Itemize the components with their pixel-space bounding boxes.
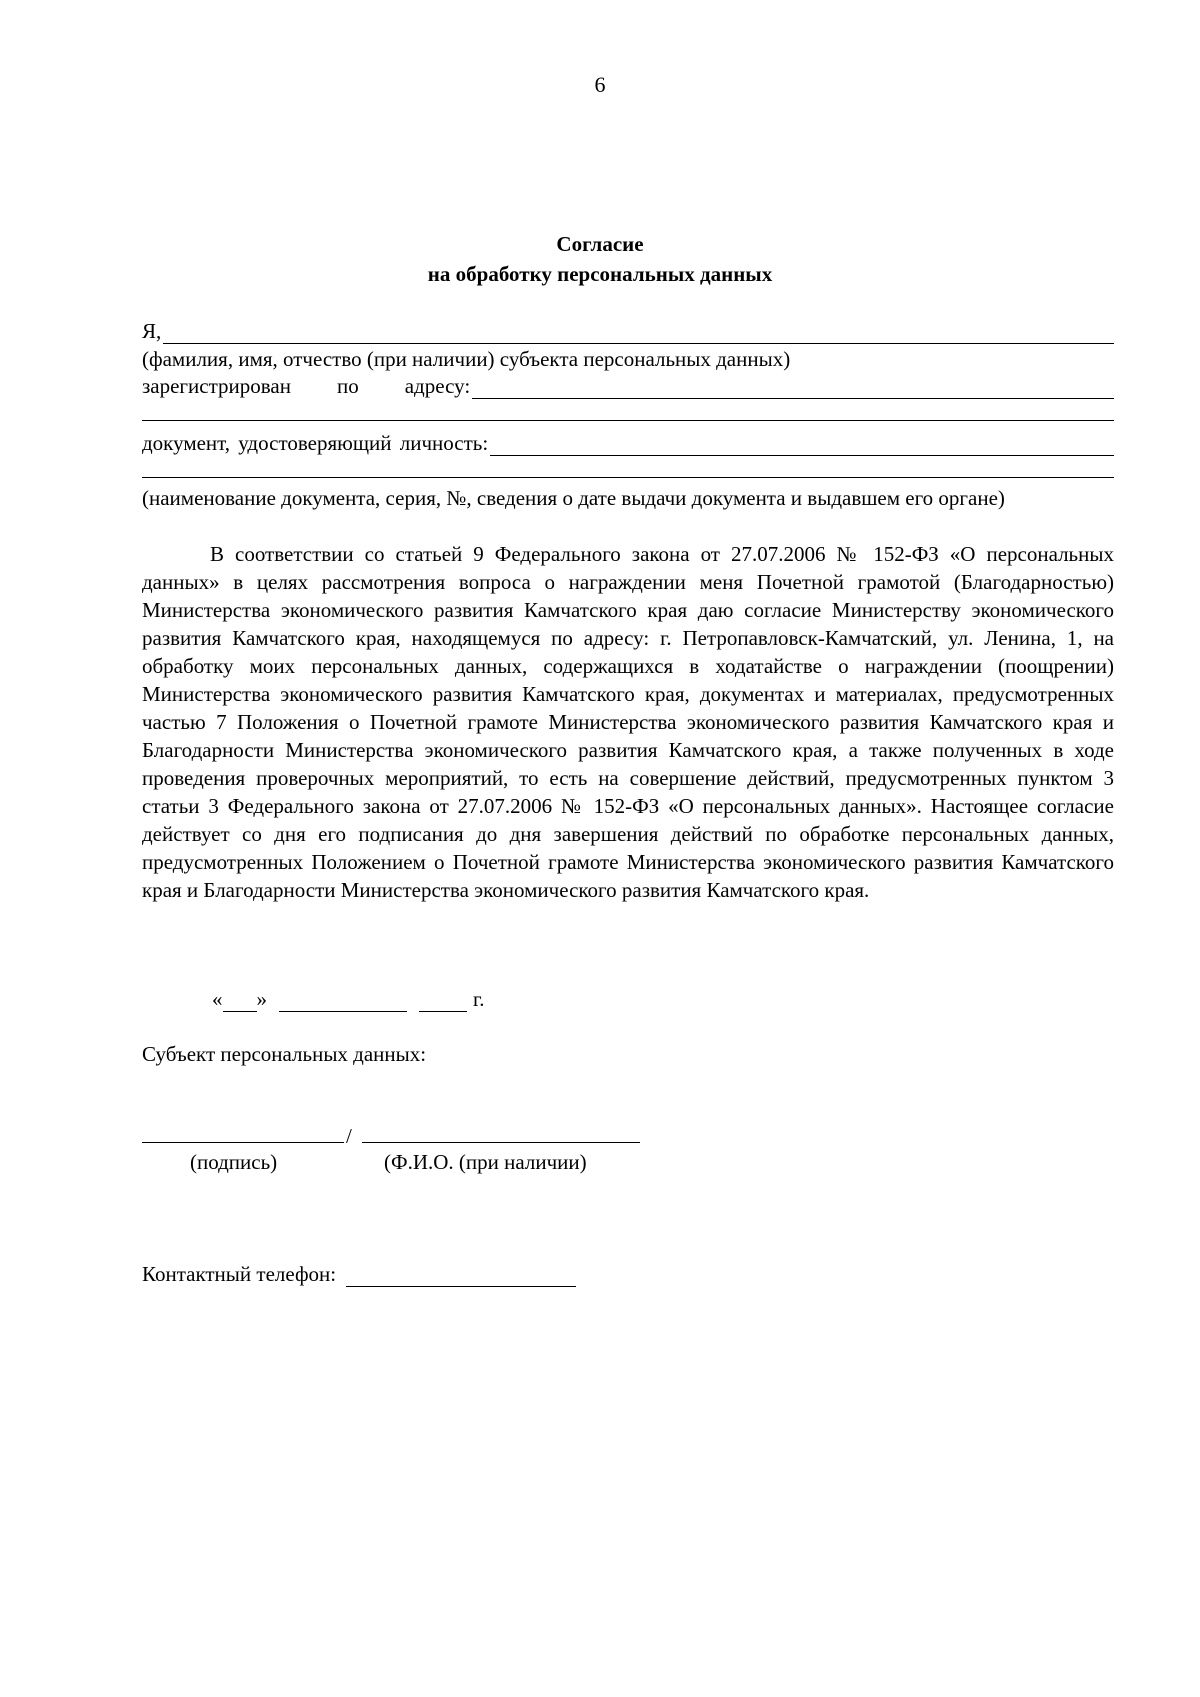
address-field-line-2[interactable] <box>142 420 1114 421</box>
i-prefix: Я, <box>142 319 162 343</box>
date-close-quote: » <box>256 987 267 1011</box>
address-field[interactable] <box>472 378 1114 399</box>
document-subtitle: на обработку персональных данных <box>427 262 773 286</box>
document-field[interactable] <box>490 435 1114 456</box>
name-field[interactable] <box>163 323 1114 344</box>
phone-label: Контактный телефон: <box>142 1262 337 1286</box>
day-field[interactable] <box>223 991 257 1012</box>
document-row <box>142 430 1114 456</box>
signature-label: (подпись) <box>190 1150 278 1174</box>
document-title: Согласие <box>556 232 644 256</box>
document-field-line-2[interactable] <box>142 477 1114 478</box>
fio-field[interactable] <box>362 1142 640 1143</box>
address-word-2: по <box>336 374 359 398</box>
phone-row <box>142 1262 576 1287</box>
date-open-quote: « <box>212 987 223 1011</box>
year-field[interactable] <box>419 991 467 1012</box>
consent-body: В соответствии со статьей 9 Федерального закона от 27.07.2006 № 152-ФЗ «О персональных данных» в целях рассмотрения вопроса о награждении меня Почетной грамотой (Благодарностью) Министерства экономического развития Камчатского края даю согласие Министерству экономического развития Камчатского края, находящемуся по адресу: г. Петропавловск-Камчатский, ул. Ленина, 1, на обработку моих персональных данных, содержащихся в ходатайстве о награждении (поощрении) Министерства экономического развития Камчатского края, документах и материалах, предусмотренных частью 7 Положения о Почетной грамоте Министерства экономического развития Камчатского края и Благодарности Министерства экономического развития Камчатского края, а также полученных в ходе проведения проверочных мероприятий, то есть на совершение действий, предусмотренных пунктом 3 статьи 3 Федерального закона от 27.07.2006 № 152-ФЗ «О персональных данных». Настоящее согласие действует со дня его подписания до дня завершения действий по обработке персональных данных, предусмотренных Положением о Почетной грамоте Министерства экономического развития Камчатского края и Благодарности Министерства экономического развития Камчатского края. <box>142 542 1114 902</box>
address-row <box>142 373 1114 399</box>
address-word-1: зарегистрирован <box>142 374 291 398</box>
phone-field[interactable] <box>346 1266 576 1287</box>
address-word-3: адресу: <box>404 374 471 398</box>
fio-label: (Ф.И.О. (при наличии) <box>384 1150 587 1174</box>
page-number: 6 <box>594 72 606 97</box>
year-suffix: г. <box>473 987 485 1011</box>
document-label: документ, удостоверяющий личность: <box>142 431 489 455</box>
signature-slash: / <box>346 1124 352 1148</box>
date-row <box>212 986 485 1012</box>
name-row <box>142 318 1114 344</box>
subject-label: Субъект персональных данных: <box>142 1042 427 1066</box>
month-field[interactable] <box>279 991 407 1012</box>
document-hint: (наименование документа, серия, №, сведения о дате выдачи документа и выдавшем его органе) <box>142 486 1005 510</box>
name-hint: (фамилия, имя, отчество (при наличии) субъекта персональных данных) <box>142 347 791 371</box>
signature-field[interactable] <box>142 1142 344 1143</box>
